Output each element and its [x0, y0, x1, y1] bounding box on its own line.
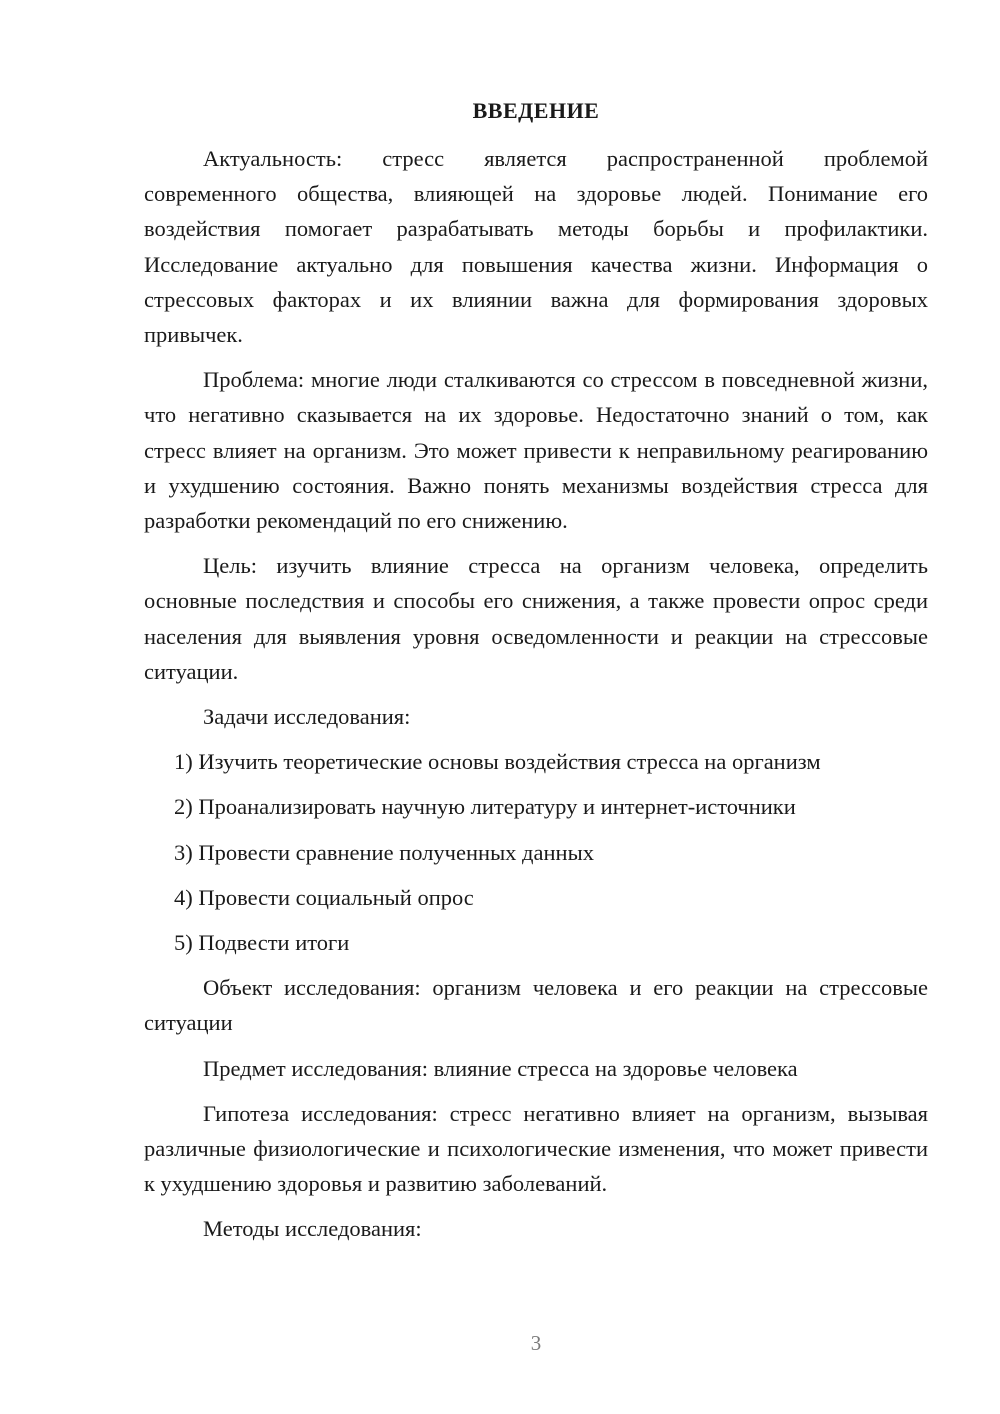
list-item: 3) Провести сравнение полученных данных: [174, 839, 594, 865]
relevance-paragraph: Актуальность: стресс является распространенной проблемой современного общества, влияющей на здоровье людей. Понимание его воздействия помогает разрабатывать методы борьбы и профилактики. Исследование актуально для повышения качества жизни. Информация о стрессовых факторах и их влиянии важна для формирования здоровых привычек.: [144, 146, 928, 348]
goal-paragraph: Цель: изучить влияние стресса на организм человека, определить основные последствия и способы его снижения, а также провести опрос среди населения для выявления уровня осведомленности и реакции на стрессовые ситуации.: [144, 553, 928, 684]
list-item: 2) Проанализировать научную литературу и интернет-источники: [174, 794, 796, 820]
list-item: 4) Провести социальный опрос: [174, 884, 474, 910]
list-item: 1) Изучить теоретические основы воздействия стресса на организм: [174, 749, 821, 775]
object-paragraph: Объект исследования: организм человека и его реакции на стрессовые ситуации: [144, 975, 928, 1036]
list-item: 5) Подвести итоги: [174, 930, 350, 956]
tasks-list: [144, 744, 928, 960]
tasks-heading: Задачи исследования:: [203, 704, 411, 730]
page-number: 3: [530, 1331, 542, 1355]
hypothesis-paragraph: Гипотеза исследования: стресс негативно влияет на организм, вызывая различные физиологические и психологические изменения, что может привести к ухудшению здоровья и развитию заболеваний.: [144, 1100, 928, 1197]
subject-paragraph: Предмет исследования: влияние стресса на здоровье человека: [203, 1055, 798, 1081]
page-title: ВВЕДЕНИЕ: [472, 98, 600, 123]
problem-paragraph: Проблема: многие люди сталкиваются со стрессом в повседневной жизни, что негативно сказывается на их здоровье. Недостаточно знаний о том, как стресс влияет на организм. Это может привести к неправильному реагированию и ухудшению состояния. Важно понять механизмы воздействия стресса для разработки рекомендаций по его снижению.: [144, 367, 928, 534]
page-content: [144, 96, 928, 1257]
methods-heading: Методы исследования:: [203, 1216, 422, 1242]
